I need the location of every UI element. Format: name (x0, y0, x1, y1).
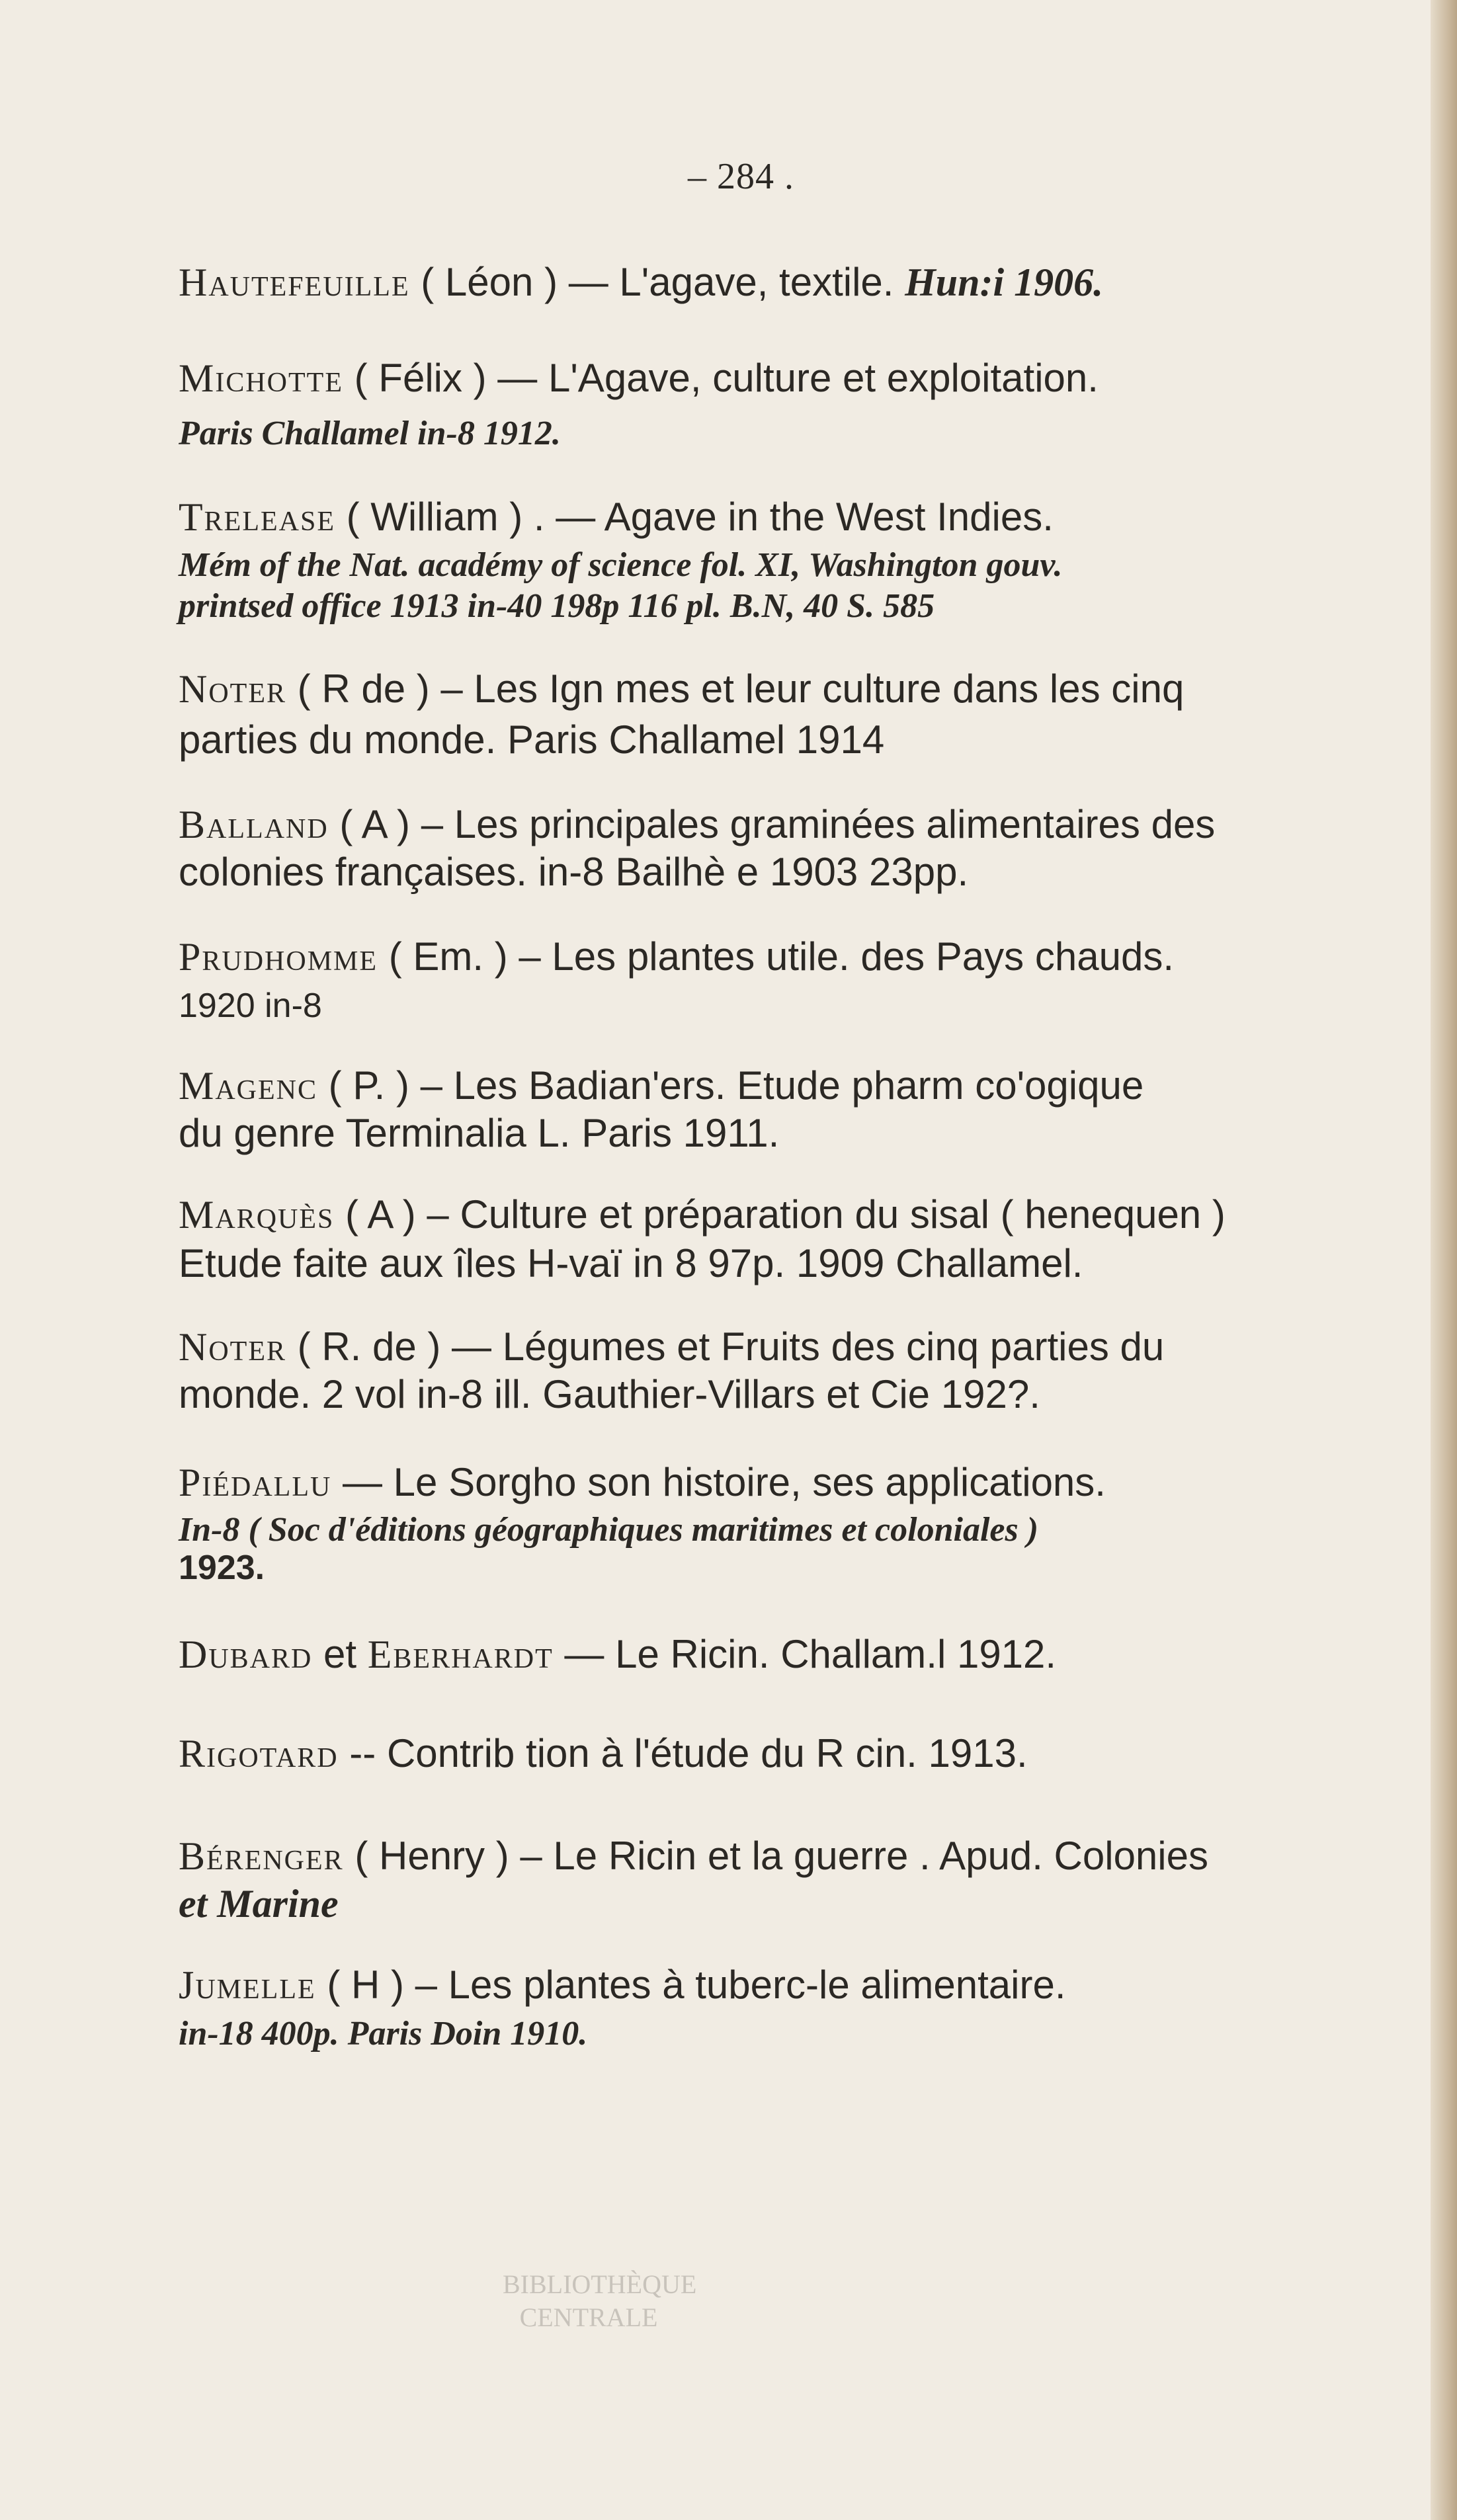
entry-text: ( A ) – Culture et préparation du sisal ( henequen ) (334, 1192, 1226, 1237)
bibliography-entry (179, 1319, 1356, 1414)
entry-text: ( William ) . — Agave in the West Indies. (335, 495, 1054, 539)
entry-text: ( Léon ) — L'agave, textile. (409, 260, 905, 304)
entry-author: Piédallu (179, 1461, 332, 1504)
entry-text: ( P. ) – Les Badian'ers. Etude pharm co'ogique (317, 1063, 1144, 1108)
entry-text: ( Félix ) — L'Agave, culture et exploitation. (343, 356, 1099, 400)
entry-author: Magenc (179, 1064, 318, 1108)
bibliography-entry (179, 1957, 1356, 2055)
entry-author: Jumelle (179, 1963, 316, 2007)
entry-author: Michotte (179, 356, 343, 400)
bibliography-entry (179, 1726, 1356, 1781)
entry-author: Rigotard (179, 1732, 339, 1775)
bibliography-entry (179, 489, 1356, 627)
entry-publication: printsed office 1913 in-40 198p 116 pl. B.N, 40 S. 585 (179, 587, 935, 625)
entry-author: Trelease (179, 495, 335, 539)
entry-author: Marquès (179, 1193, 335, 1237)
entry-text: ( Henry ) – Le Ricin et la guerre . Apud. Colonies (343, 1834, 1209, 1878)
entry-text: — Le Sorgho son histoire, ses applications. (331, 1460, 1106, 1504)
entry-author: Bérenger (179, 1834, 344, 1878)
entry-author: Noter (179, 1325, 286, 1369)
bibliography-entry (179, 255, 1356, 310)
entry-publication: monde. 2 vol in-8 ill. Gauthier-Villars et Cie 192?. (179, 1372, 1040, 1416)
bibliography-entry (179, 1828, 1356, 1924)
entry-text: ( H ) – Les plantes à tuberc-le alimentaire. (315, 1963, 1066, 2007)
entry-publication: parties du monde. Paris Challamel 1914 (179, 717, 885, 762)
bibliography-entry (179, 350, 1356, 462)
entry-text: ( R de ) – Les Ign mes et leur culture dans les cinq (286, 667, 1185, 711)
page-edge (1431, 0, 1457, 2520)
entry-author: Balland (179, 803, 329, 846)
entry-text: ( R. de ) — Légumes et Fruits des cinq parties du (286, 1324, 1165, 1369)
stamp-line: BIBLIOTHÈQUE (503, 2269, 697, 2299)
bibliography-entry (179, 1058, 1356, 1153)
library-stamp (503, 2268, 697, 2334)
entry-publication: Etude faite aux îles H-vaï in 8 97p. 1909 Challamel. (179, 1241, 1083, 1285)
bibliography-entry (179, 1627, 1356, 1682)
entry-year: 1923. (179, 1549, 265, 1587)
bibliography-entry (179, 797, 1356, 892)
entry-publication: Mém of the Nat. académy of science fol. XI, Washington gouv. (179, 546, 1063, 584)
entry-publication: du genre Terminalia L. Paris 1911. (179, 1111, 780, 1155)
page-number: – 284 . (688, 156, 794, 197)
entry-publication: et Marine (179, 1882, 339, 1926)
entry-author: Eberhardt (367, 1633, 554, 1676)
entry-text: et (312, 1632, 368, 1676)
entry-reference: Hun:i 1906. (905, 261, 1104, 304)
bibliography-entry (179, 1187, 1356, 1285)
entry-text: ( Em. ) – Les plantes utile. des Pays chauds. (378, 934, 1174, 979)
entry-text: -- Contrib tion à l'étude du R cin. 1913. (338, 1731, 1028, 1775)
stamp-line: CENTRALE (519, 2302, 658, 2332)
bibliography-entry (179, 929, 1356, 1027)
entry-publication: 1920 in-8 (179, 987, 322, 1025)
entry-author: Dubard (179, 1633, 313, 1676)
entry-publication: In-8 ( Soc d'éditions géographiques maritimes et coloniales ) (179, 1511, 1039, 1549)
bibliography-entry (179, 661, 1356, 763)
entry-text: ( A ) – Les principales graminées alimentaires des (328, 802, 1216, 846)
entry-author: Prudhomme (179, 935, 378, 979)
entry-publication: colonies françaises. in-8 Bailhè e 1903 23pp. (179, 850, 969, 894)
entry-text: — Le Ricin. Challam.l 1912. (553, 1632, 1057, 1676)
entry-author: Hautefeuille (179, 261, 410, 304)
bibliography-entry (179, 1455, 1356, 1586)
entry-publication: Paris Challamel in-8 1912. (179, 415, 561, 452)
entry-publication: in-18 400p. Paris Doin 1910. (179, 2015, 588, 2053)
entry-author: Noter (179, 667, 286, 711)
